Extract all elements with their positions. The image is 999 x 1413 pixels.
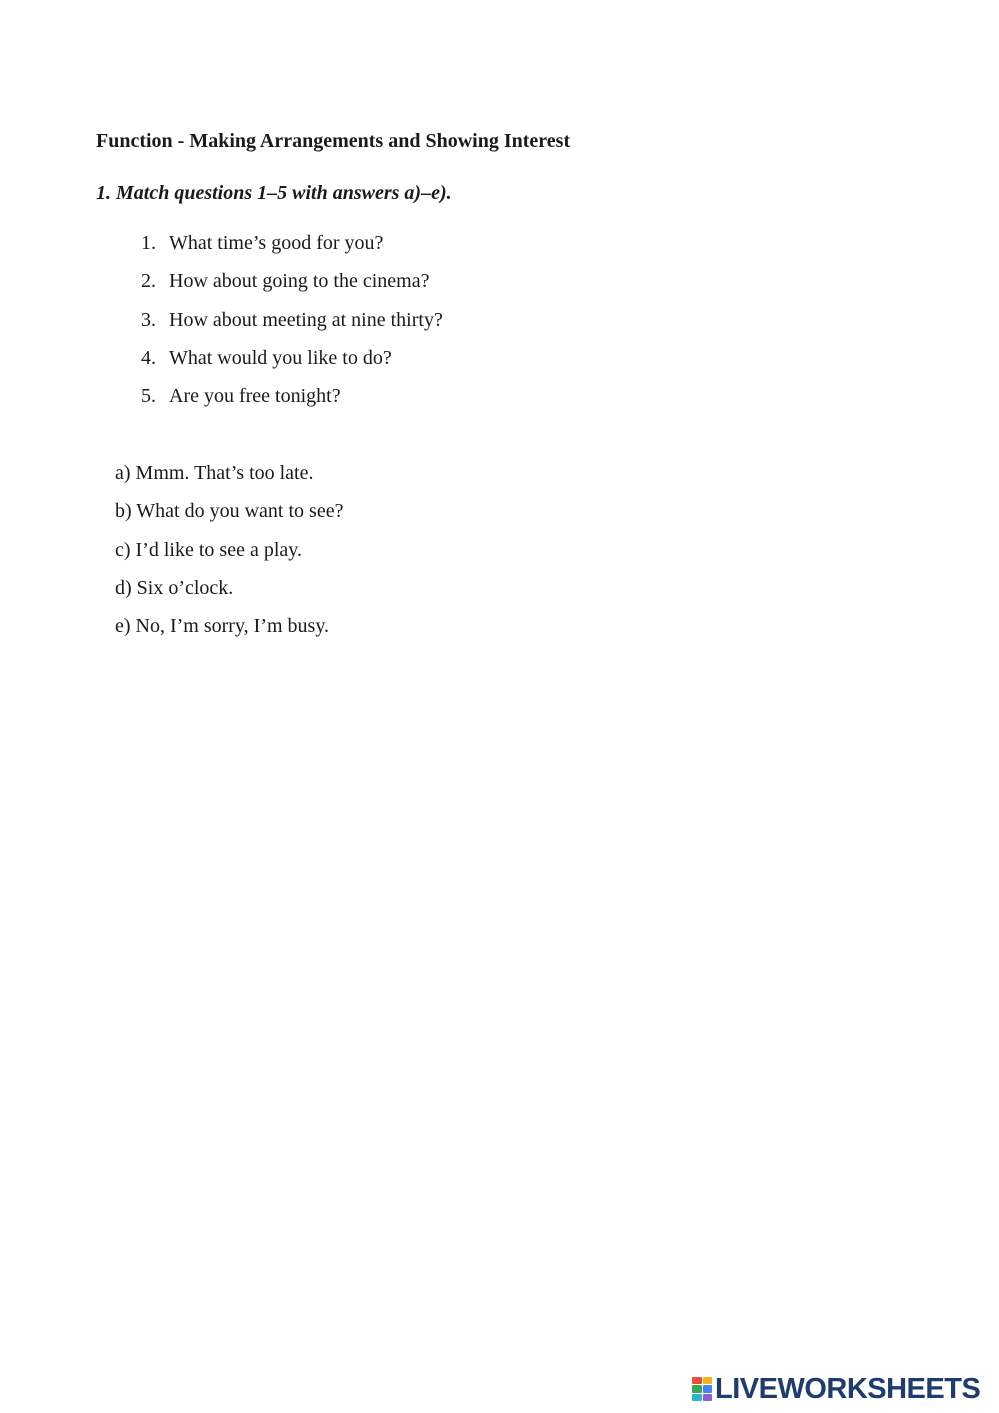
question-item: [120, 347, 443, 385]
question-text: Are you free tonight?: [169, 385, 341, 408]
answer-item: e) No, I’m sorry, I’m busy.: [115, 615, 330, 638]
question-number: 1.: [141, 232, 156, 254]
question-number: 2.: [141, 270, 156, 293]
logo-square-icon: [692, 1385, 702, 1392]
logo-grid-icon: [692, 1377, 712, 1401]
exercise-instruction: 1. Match questions 1–5 with answers a)–e).: [96, 182, 452, 204]
logo-square-icon: [703, 1394, 713, 1401]
question-number: 4.: [141, 346, 156, 369]
answer-item: b) What do you want to see?: [115, 500, 344, 523]
liveworksheets-logo: [692, 1374, 980, 1404]
question-number: 5.: [141, 385, 156, 408]
question-item: [120, 232, 443, 270]
questions-list: [120, 232, 443, 423]
answers-list: [115, 462, 343, 653]
logo-text: LIVEWORKSHEETS: [715, 1372, 981, 1405]
question-text: What time’s good for you?: [169, 232, 384, 254]
page-title: Function - Making Arrangements and Showing Interest: [96, 130, 571, 152]
question-number: 3.: [141, 308, 156, 331]
answer-item: a) Mmm. That’s too late.: [115, 462, 314, 484]
question-text: How about going to the cinema?: [169, 270, 430, 293]
question-text: What would you like to do?: [169, 346, 392, 369]
answer-item: c) I’d like to see a play.: [115, 538, 302, 561]
logo-square-icon: [692, 1377, 702, 1384]
question-item: [120, 385, 443, 423]
question-item: [120, 309, 443, 347]
answer-item: d) Six o’clock.: [115, 576, 234, 599]
logo-square-icon: [703, 1385, 713, 1392]
logo-square-icon: [703, 1377, 713, 1384]
question-item: [120, 270, 443, 308]
logo-square-icon: [692, 1394, 702, 1401]
question-text: How about meeting at nine thirty?: [169, 308, 443, 331]
